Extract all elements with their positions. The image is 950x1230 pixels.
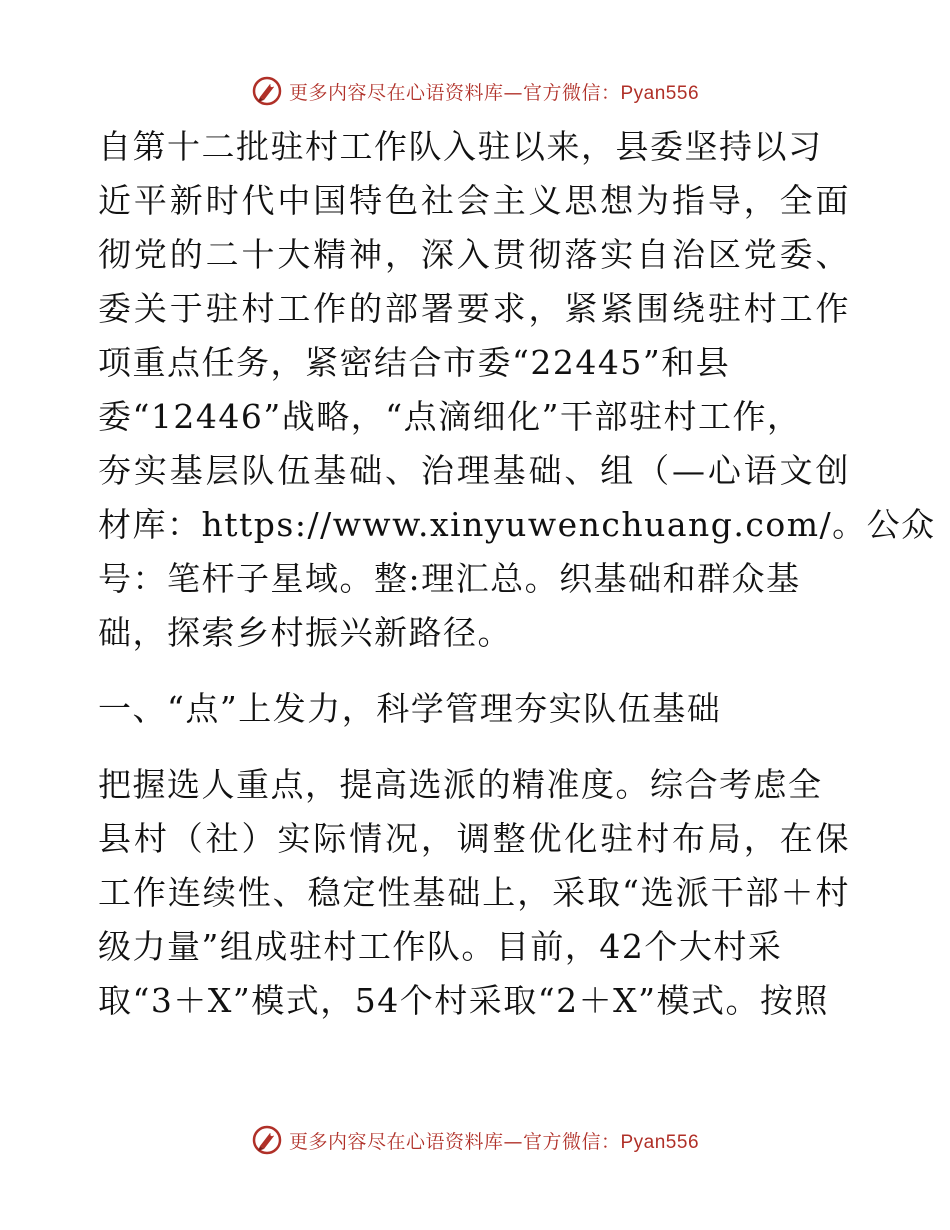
banner-text	[289, 1127, 699, 1154]
text-line: 取“3＋X”模式，54个村采取“2＋X”模式。按照	[98, 981, 829, 1020]
paragraph-2	[98, 758, 850, 1028]
text-line: 级力量”组成驻村工作队。目前，42个大村采	[98, 927, 783, 966]
text-line: 把握选人重点，提高选派的精准度。综合考虑全	[98, 765, 823, 804]
footer-banner	[0, 1122, 950, 1158]
brand-logo-icon	[251, 75, 283, 107]
banner-text-cn: 更多内容尽在心语资料库—官方微信：	[288, 1130, 621, 1153]
text-line: 夯实基层队伍基础、治理基础、组（—心语文创	[98, 451, 850, 490]
text-line: 近平新时代中国特色社会主义思想为指导，全面	[98, 181, 850, 220]
paragraph-spacer	[98, 660, 850, 682]
banner-text-cn: 更多内容尽在心语资料库—官方微信：	[288, 81, 621, 104]
text-line: 项重点任务，紧密结合市委“22445”和县	[98, 343, 731, 382]
banner-wechat-id: Pyan556	[620, 82, 700, 104]
section-heading: 一、“点”上发力，科学管理夯实队伍基础	[98, 689, 722, 728]
paragraph-1	[98, 120, 936, 660]
header-banner	[0, 73, 950, 109]
text-line: 工作连续性、稳定性基础上，采取“选派干部＋村	[98, 873, 850, 912]
text-line: 彻党的二十大精神，深入贯彻落实自治区党委、	[98, 235, 850, 274]
text-line: 自第十二批驻村工作队入驻以来，县委坚持以习	[98, 127, 823, 166]
text-line: 材库：https://www.xinyuwenchuang.com/。公众	[98, 505, 936, 544]
brand-logo-icon	[251, 1124, 283, 1156]
banner-wechat-id: Pyan556	[620, 1131, 700, 1153]
text-line: 础，探索乡村振兴新路径。	[98, 613, 512, 652]
banner-text	[289, 78, 699, 105]
paragraph-spacer	[98, 736, 850, 758]
text-line: 号：笔杆子星域。整:理汇总。织基础和群众基	[98, 559, 801, 598]
document-body	[98, 120, 936, 1028]
text-line: 委“12446”战略，“点滴细化”干部驻村工作，	[98, 397, 802, 436]
text-line: 委关于驻村工作的部署要求，紧紧围绕驻村工作	[98, 289, 850, 328]
text-line: 县村（社）实际情况，调整优化驻村布局，在保	[98, 819, 850, 858]
